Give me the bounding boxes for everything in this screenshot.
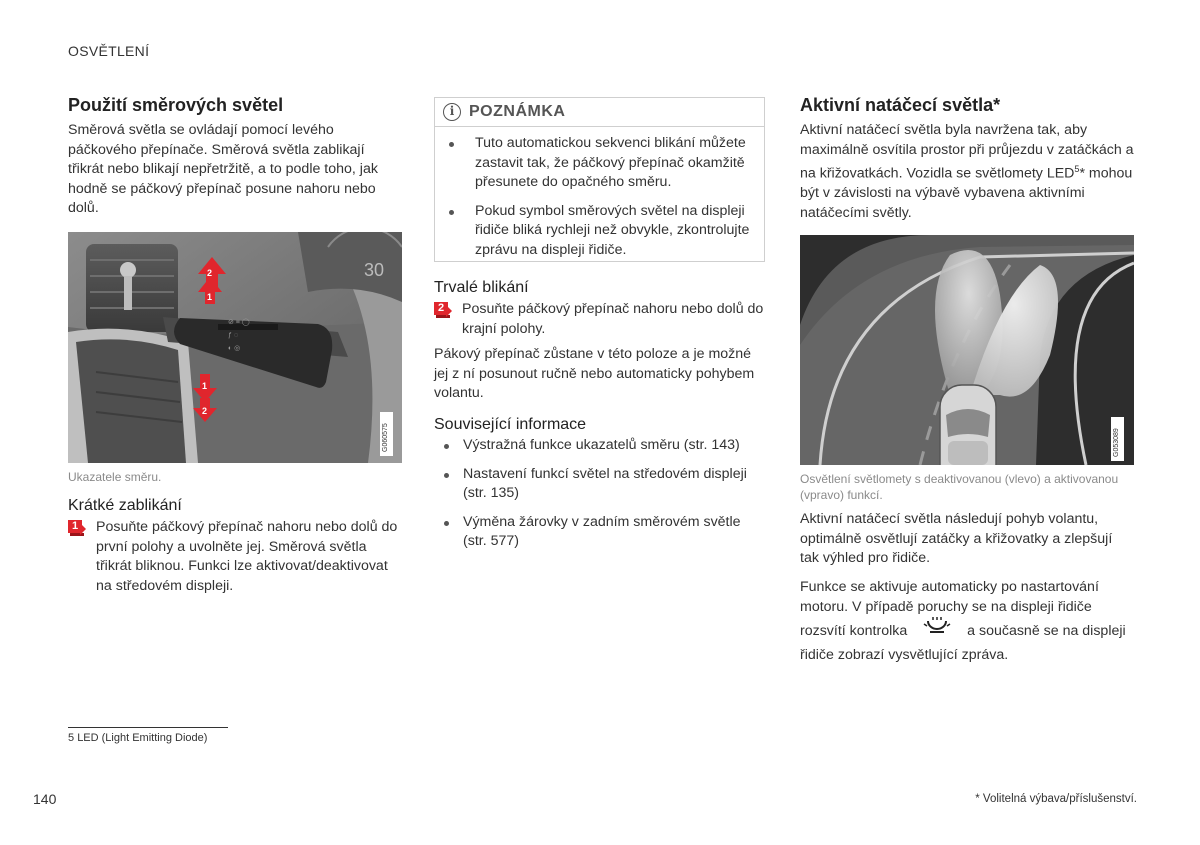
speedo-reading: 30	[364, 260, 385, 280]
step-1-text: Posuňte páčkový přepínač nahoru nebo dolů do první polohy a uvolněte jej. Směrová světla třikrát bliknou. Funkci lze aktivovat/deaktivovat na středovém displeji.	[96, 519, 398, 594]
step-2	[434, 300, 766, 339]
continuous-blink-paragraph: Pákový přepínač zůstane v této poloze a je možné jej z ní posunout ručně nebo automaticky pohybem volantu.	[434, 346, 755, 401]
note-list	[435, 134, 764, 260]
right-image-caption: Osvětlení světlomety s deaktivovanou (vlevo) a aktivovanou (vpravo) funkcí.	[800, 472, 1119, 502]
step-2-text: Posuňte páčkový přepínač nahoru nebo dolů do krajní polohy.	[462, 301, 764, 337]
right-para2-part2: a současně se na displeji řidiče zobrazí vysvětlující zpráva.	[800, 623, 1126, 663]
headlight-warning-icon	[923, 617, 951, 646]
note-title: POZNÁMKA	[469, 103, 566, 120]
footnote-text: LED (Light Emitting Diode)	[77, 732, 208, 744]
related-list-wrapper	[434, 436, 766, 561]
footer-note: * Volitelná výbava/příslušenství.	[975, 793, 1137, 805]
arrow-label-up-1: 1	[207, 292, 213, 302]
right-intro-part2: * mohou být v závislosti na výbavě vybavena aktivními natáčecími světly.	[800, 165, 1133, 221]
footnote-divider	[68, 727, 228, 728]
left-heading: Použití směrových světel	[68, 95, 284, 115]
right-intro	[800, 121, 1134, 223]
bending-lights-image	[800, 235, 1134, 465]
footnote-marker: 5	[68, 732, 75, 744]
footnote	[68, 732, 207, 744]
svg-text:ƒ ◌: ƒ ◌	[228, 332, 238, 339]
road-illustration	[800, 235, 1134, 465]
related-link[interactable]: Výstražná funkce ukazatelů směru (str. 143)	[434, 436, 766, 456]
step-2-badge	[434, 302, 453, 318]
image-code: G053089	[1113, 428, 1120, 457]
svg-text:◐ ◎: ◐ ◎	[228, 345, 241, 352]
right-para2	[800, 578, 1134, 665]
note-box	[434, 97, 765, 262]
arrow-label-down-2: 2	[202, 406, 208, 416]
info-icon: i	[443, 103, 461, 121]
short-blink-heading: Krátké zablikání	[68, 497, 182, 514]
note-item: Tuto automatickou sekvenci blikání můžete zastavit tak, že páčkový přepínač okamžitě přesunete do opačného směru.	[435, 134, 764, 193]
right-para1: Aktivní natáčecí světla následují pohyb volantu, optimálně osvětlují zatáčky a křižovatky a zlepšují tak výhled pro řidiče.	[800, 511, 1113, 566]
related-link[interactable]: Výměna žárovky v zadním směrovém světle (str. 577)	[434, 513, 766, 552]
arrow-label-up-2: 2	[207, 268, 213, 278]
image-code: G060575	[382, 423, 389, 452]
continuous-blink-heading: Trvalé blikání	[434, 279, 529, 296]
svg-text:⊘ ≡ ◯: ⊘ ≡ ◯	[228, 319, 250, 326]
step-1-badge	[68, 520, 87, 536]
related-info-heading: Související informace	[434, 416, 587, 433]
turn-signal-lever-image	[68, 232, 402, 463]
right-heading: Aktivní natáčecí světla*	[800, 95, 1001, 115]
note-header	[435, 98, 764, 127]
step-1	[68, 518, 400, 596]
left-intro: Směrová světla se ovládají pomocí levého páčkového přepínače. Směrová světla zablikají třikrát nebo blikají nepřetržitě, a to podle toho, jak hodně se páčkový přepínač posune nahoru nebo dolů.	[68, 122, 378, 216]
right-intro-part1: Aktivní natáčecí světla byla navržena tak, aby maximálně osvítila prostor při průjezdu v zatáčkách a na křižovatkách. Vozidla se světlomety LED	[800, 122, 1134, 182]
arrow-label-down-1: 1	[202, 381, 208, 391]
step-1-number: 1	[68, 520, 82, 533]
section-header: OSVĚTLENÍ	[68, 43, 150, 59]
lever-illustration	[68, 232, 402, 463]
footnote-ref: 5	[1074, 164, 1080, 174]
left-image-caption: Ukazatele směru.	[68, 470, 162, 484]
right-para2-part1: Funkce se aktivuje automaticky po nastartování motoru. V případě poruchy se na displeji řidiče rozsvítí kontrolka	[800, 579, 1099, 639]
related-list	[434, 436, 766, 552]
page-number: 140	[33, 791, 57, 807]
related-link[interactable]: Nastavení funkcí světel na středovém displeji (str. 135)	[434, 465, 766, 504]
step-2-number: 2	[434, 302, 448, 315]
note-item: Pokud symbol směrových světel na displeji řidiče bliká rychleji než obvykle, zkontrolujte zprávu na displeji řidiče.	[435, 202, 764, 261]
